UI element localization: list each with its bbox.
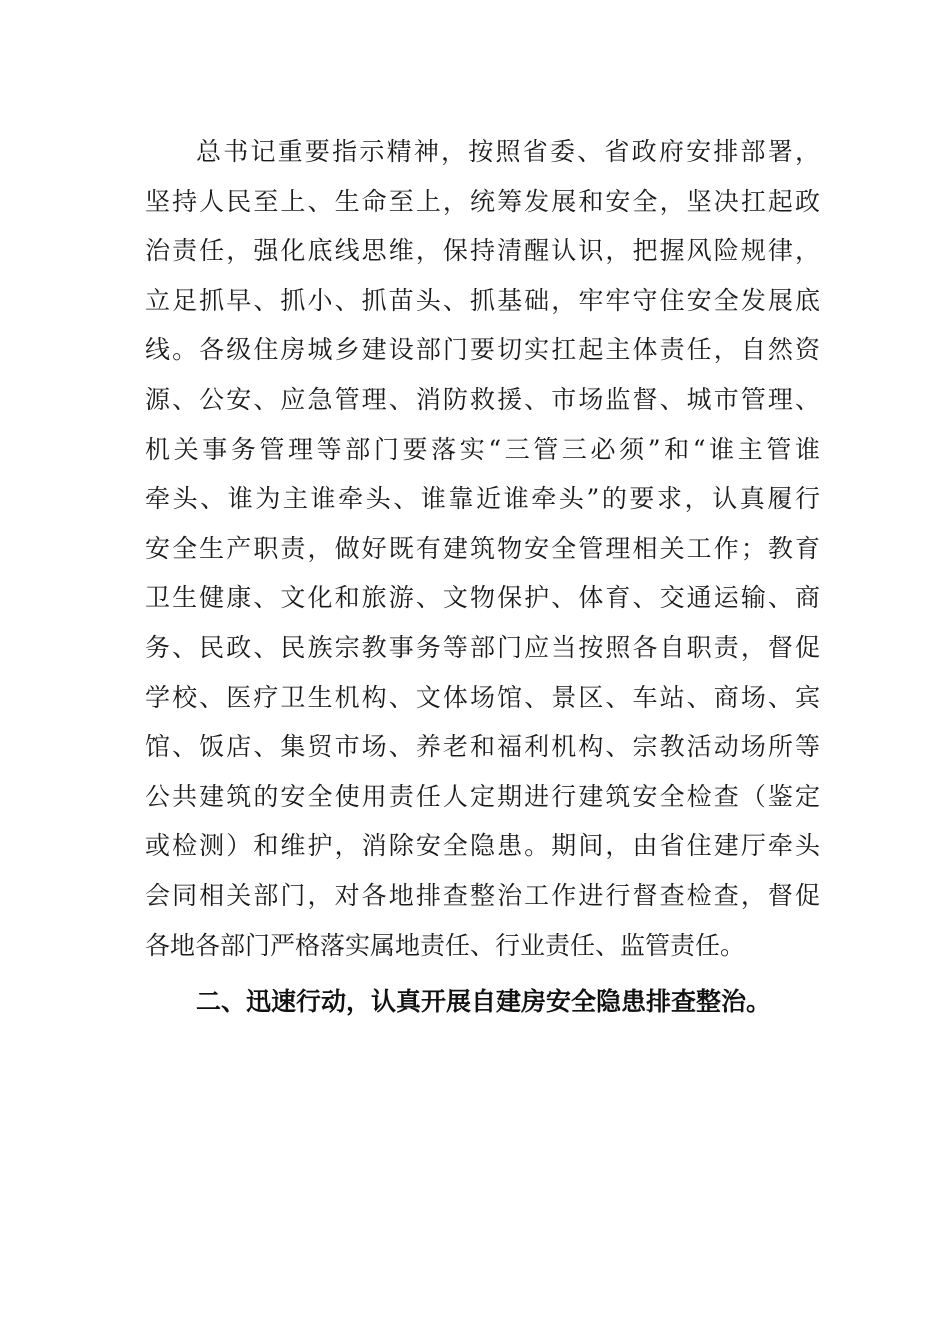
paragraph-line: 学校、医疗卫生机构、文体场馆、景区、车站、商场、宾 — [145, 682, 820, 712]
section-heading: 二、迅速行动，认真开展自建房安全隐患排查整治。 — [196, 987, 772, 1016]
paragraph-line: 总书记重要指示精神，按照省委、省政府安排部署， — [196, 137, 820, 166]
body-paragraph — [145, 127, 820, 970]
paragraph-line: 坚持人民至上、生命至上，统筹发展和安全，坚决扛起政 — [145, 186, 820, 216]
paragraph-line: 各地各部门严格落实属地责任、行业责任、监管责任。 — [145, 930, 746, 960]
paragraph-line: 牵头、谁为主谁牵头、谁靠近谁牵头”的要求，认真履行 — [145, 484, 820, 514]
paragraph-line: 机关事务管理等部门要落实“三管三必须”和“谁主管谁 — [145, 434, 820, 464]
paragraph-line: 会同相关部门，对各地排查整治工作进行督查检查，督促 — [145, 880, 820, 910]
paragraph-line: 线。各级住房城乡建设部门要切实扛起主体责任，自然资 — [145, 335, 820, 365]
paragraph-line: 公共建筑的安全使用责任人定期进行建筑安全检查（鉴定 — [145, 781, 820, 811]
paragraph-line: 源、公安、应急管理、消防救援、市场监督、城市管理、 — [145, 384, 820, 414]
paragraph-line: 安全生产职责，做好既有建筑物安全管理相关工作；教育 — [145, 533, 820, 563]
paragraph-line: 卫生健康、文化和旅游、文物保护、体育、交通运输、商 — [145, 583, 820, 613]
paragraph-line: 或检测）和维护，消除安全隐患。期间，由省住建厅牵头 — [145, 831, 820, 861]
paragraph-line: 馆、饭店、集贸市场、养老和福利机构、宗教活动场所等 — [145, 732, 820, 762]
paragraph-line: 立足抓早、抓小、抓苗头、抓基础，牢牢守住安全发展底 — [145, 285, 820, 315]
paragraph-line: 务、民政、民族宗教事务等部门应当按照各自职责，督促 — [145, 632, 820, 662]
paragraph-line: 治责任，强化底线思维，保持清醒认识，把握风险规律， — [145, 236, 820, 266]
